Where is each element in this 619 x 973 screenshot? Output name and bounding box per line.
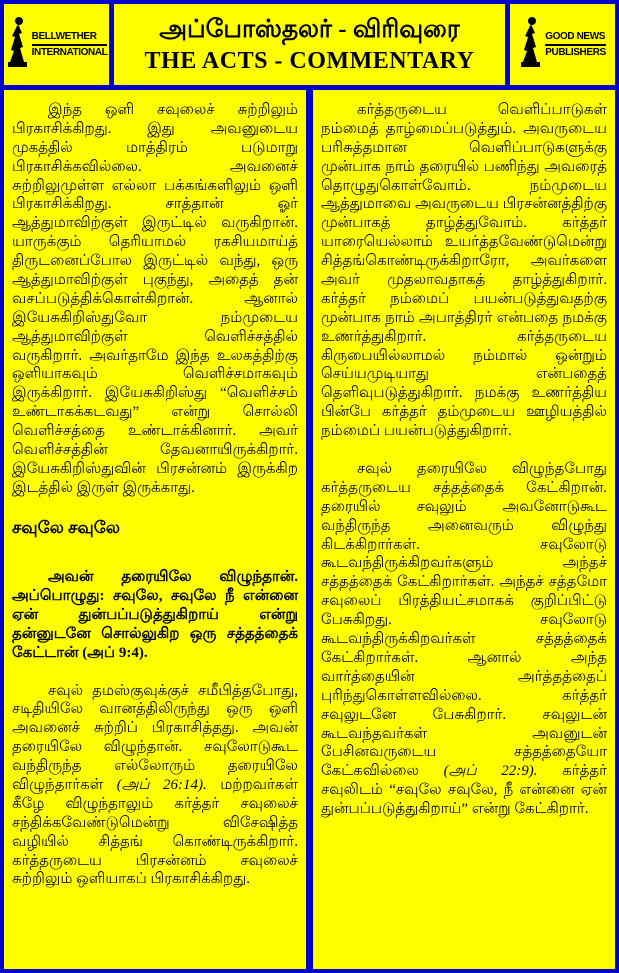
bellwether-figure-icon bbox=[6, 16, 28, 73]
right-column bbox=[313, 90, 615, 969]
bellwether-logo-line1: BELLWETHER bbox=[32, 30, 108, 46]
paragraph-text: கர்த்தர் சவுலிடம் “சவுலே சவுலே, நீ என்னை ஏன் துன்பப்படுத்துகிறாய்” என்று கேட்கிறார். bbox=[321, 763, 607, 818]
paragraph: இந்த ஒளி சவுலைச் சுற்றிலும் பிரகாசிக்கிறது. இது அவனுடைய முகத்தில் மாத்திரம் படுமாறு பிரகாசிக்கவில்லை. அவனைச் சுற்றிலுமுள்ள எல்லா பக்கங்களிலும் ஒளி பிரகாசிக்கிறது. சாத்தான் ஓர் ஆத்துமாவிற்குள் இருட்டில் வருகிறான். யாருக்கும் தெரியாமல் ரகசியமாய்த் திருடனைப்போல இருட்டில் வந்து, ஒரு ஆத்துமாவிற்குள் புகுந்து, அதைத் தன் வசப்படுத்திக்கொள்கிறான். ஆனால் இயேசுகிறிஸ்துவோ நம்முடைய ஆத்துமாவிற்குள் வெளிச்சத்தில் வருகிறார். அவர்தாமே இந்த உலகத்திற்கு ஒளியாகவும் வெளிச்சமாகவும் இருக்கிறார். இயேசுகிறிஸ்து “வெளிச்சம் உண்டாகக்கடவது” என்று சொல்லி வெளிச்சத்தை உண்டாக்கினார். அவர் வெளிச்சத்தின் தேவனாயிருக்கிறார். இயேசுகிறிஸ்துவின் பிரசன்னம் இருக்கிற இடத்தில் இருள் இருக்காது. bbox=[12, 102, 298, 496]
bellwether-logo-text bbox=[32, 30, 108, 59]
left-column bbox=[4, 90, 306, 969]
scripture-reference: (அப் 22:9). bbox=[443, 763, 538, 780]
scripture-quote bbox=[12, 568, 298, 662]
page-body bbox=[4, 90, 615, 969]
good-news-logo-line2: PUBLISHERS bbox=[545, 46, 606, 58]
page-title-english: THE ACTS - COMMENTARY bbox=[144, 47, 475, 74]
bellwether-logo-line2: INTERNATIONAL bbox=[31, 46, 108, 58]
paragraph-text: சவுல் தமஸ்குவுக்குச் சமீபித்தபோது, சடிதியிலே வானத்திலிருந்து ஒரு ஒளி அவனைச் சுற்றிப் பிரகாசித்தது. அவன் தரையிலே விழுந்தான். சவுலோடுகூட வந்திருந்த எல்லோரும் தரையிலே விழுந்தார்கள் bbox=[12, 682, 298, 794]
page-title-tamil: அப்போஸ்தலர் - விரிவுரை bbox=[159, 15, 460, 43]
paragraph: கர்த்தருடைய வெளிப்பாடுகள் நம்மைத் தாழ்மைப்படுத்தும். அவருடைய பரிசுத்தமான வெளிப்பாடுகளுக்கு முன்பாக நாம் தரையில் பணிந்து அவரைத் தொழுதுகொள்வோம். நம்முடைய ஆத்துமாவை அவருடைய பிரசன்னத்திற்கு முன்பாகத் தாழ்த்துவோம். கர்த்தர் யாரையெல்லாம் உயர்த்தவேண்டுமென்று சித்தங்கொண்டிருக்கிறாரோ, அவர்களை அவர் முதலாவதாகத் தாழ்த்துகிறார். கர்த்தர் நம்மைப் பயன்படுத்துவதற்கு முன்பாக நாம் அபாத்திரர் என்பதை நமக்கு உணர்த்துகிறார். கர்த்தருடைய கிருபையில்லாமல் நம்மால் ஒன்றும் செய்யமுடியாது என்பதைத் தெளிவுபடுத்துகிறார். நமக்கு உணர்த்திய பின்பே கர்த்தர் தம்முடைய ஊழியத்தில் நம்மைப் பயன்படுத்துகிறார். bbox=[321, 102, 607, 440]
paragraph bbox=[12, 682, 298, 890]
scripture-reference: (அப் 9:4). bbox=[82, 644, 148, 661]
scripture-reference: (அப் 26:14). bbox=[116, 777, 207, 794]
bellwether-logo bbox=[4, 4, 109, 85]
paragraph bbox=[321, 460, 607, 819]
good-news-logo bbox=[510, 4, 615, 85]
paragraph-text: மற்றவர்கள் கீழே விழுந்தாலும் கர்த்தர் சவுலைச் சந்திக்கவேண்டுமென்று விசேஷித்த வழியில் சித்தங் கொண்டிருக்கிறார். கர்த்தருடைய பிரசன்னம் சவுலைச் சுற்றிலும் ஒளியாகப் பிரகாசிக்கிறது. bbox=[12, 777, 298, 888]
title-box bbox=[114, 4, 505, 85]
page-header bbox=[4, 4, 615, 85]
paragraph-text: சவுல் தரையிலே விழுந்தபோது கர்த்தருடைய சத்தத்தைக் கேட்கிறான். தரையில் சவுலும் அவனோடுகூட வந்திருந்த அனைவரும் விழுந்து கிடக்கிறார்கள். சவுலோடு கூடவந்திருக்கிறவர்களும் அந்தச் சத்தத்தைக் கேட்கிறார்கள். அந்தச் சத்தமோ சவுலைப் பிரத்தியட்சமாகக் குறிப்பிட்டு பேசுகிறது. சவுலோடு கூடவந்திருக்கிறவர்கள் சத்தத்தைக் கேட்கிறார்கள். ஆனால் அந்த வார்த்தையின் அர்த்தத்தைப் புரிந்துகொள்ளவில்லை. கர்த்தர் சவுலுடனே பேசுகிறார். சவுலுடன் கூடவந்தவர்கள் அவனுடன் பேசினவருடைய சத்தத்தையோ கேட்கவில்லை bbox=[321, 461, 607, 780]
good-news-logo-line1: GOOD NEWS bbox=[545, 30, 605, 46]
good-news-logo-text bbox=[545, 30, 605, 59]
section-heading: சவுலே சவுலே bbox=[12, 517, 120, 537]
good-news-figure-icon bbox=[519, 16, 541, 73]
quote-text: அவன் தரையிலே விழுந்தான். அப்பொழுது: சவுலே, சவுலே நீ என்னை ஏன் துன்பப்படுத்துகிறாய் என்று தன்னுடனே சொல்லுகிற ஒரு சத்தத்தைக் கேட்டான் bbox=[12, 569, 298, 661]
